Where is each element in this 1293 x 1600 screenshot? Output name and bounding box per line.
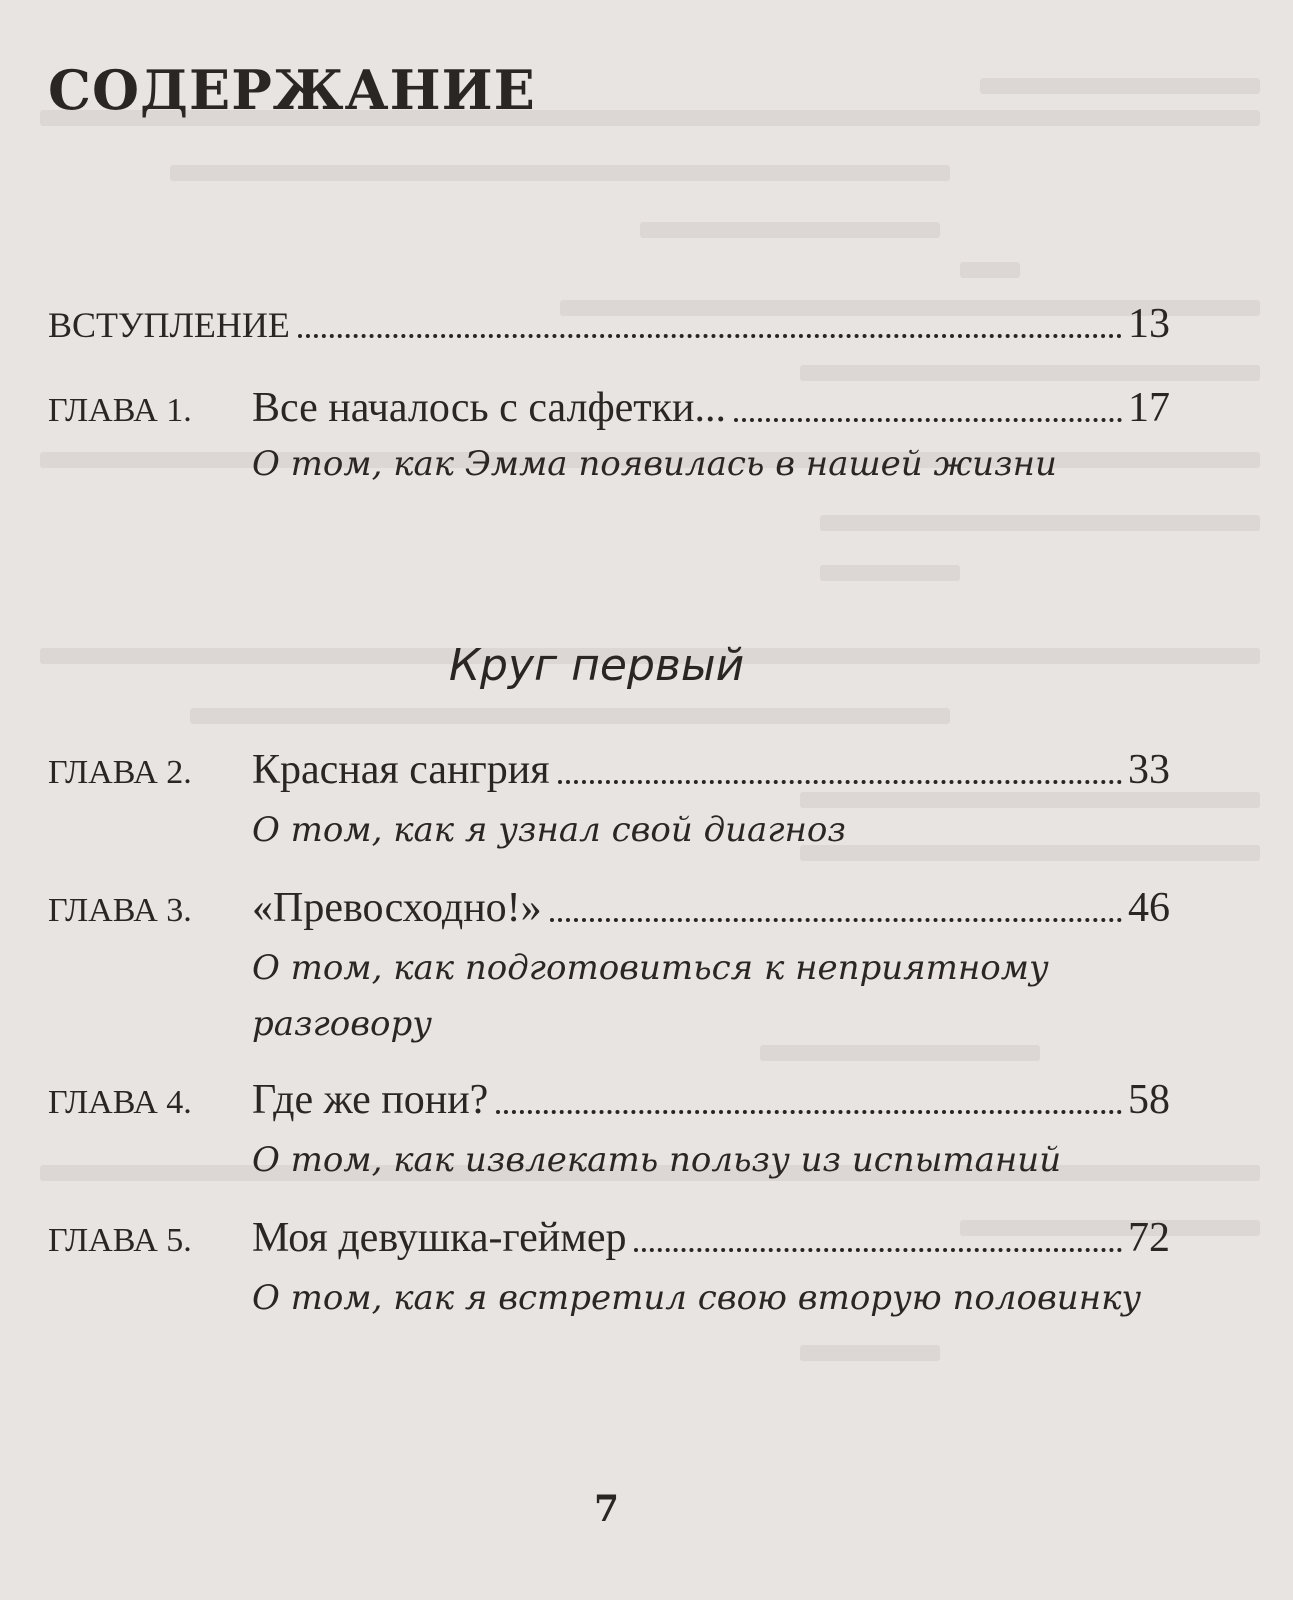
toc-entry-chapter-1 xyxy=(48,384,1170,434)
dot-leader xyxy=(734,418,1122,422)
chapter-title: Моя девушка-геймер xyxy=(252,1215,627,1261)
chapter-label: ГЛАВА 3. xyxy=(48,892,192,929)
chapter-label: ГЛАВА 4. xyxy=(48,1084,192,1121)
entry-page-number: 13 xyxy=(1128,301,1170,347)
page-title: СОДЕРЖАНИЕ xyxy=(48,58,536,122)
toc-entry-chapter-5 xyxy=(48,1214,1170,1264)
toc-entry-chapter-3 xyxy=(48,884,1170,934)
chapter-subtitle: О том, как Эмма появилась в нашей жизни xyxy=(252,444,1057,484)
chapter-page-number: 72 xyxy=(1128,1215,1170,1261)
dot-leader xyxy=(550,918,1122,922)
chapter-subtitle: О том, как извлекать пользу из испытаний xyxy=(252,1140,1062,1180)
chapter-title: «Превосходно!» xyxy=(252,885,542,931)
dot-leader xyxy=(634,1248,1122,1252)
chapter-label: ГЛАВА 1. xyxy=(48,392,192,429)
chapter-page-number: 33 xyxy=(1128,747,1170,793)
chapter-title: Где же пони? xyxy=(252,1077,489,1123)
chapter-page-number: 58 xyxy=(1128,1077,1170,1123)
page-number-folio: 7 xyxy=(593,1488,620,1530)
chapter-subtitle: О том, как я узнал свой диагноз xyxy=(252,810,846,850)
section-heading: Круг первый xyxy=(448,640,745,691)
chapter-label: ГЛАВА 5. xyxy=(48,1222,192,1259)
chapter-page-number: 17 xyxy=(1128,385,1170,431)
dot-leader xyxy=(558,780,1122,784)
chapter-subtitle: О том, как я встретил свою вторую половинку xyxy=(252,1278,1142,1318)
chapter-label: ГЛАВА 2. xyxy=(48,754,192,791)
dot-leader xyxy=(496,1110,1122,1114)
toc-entry-chapter-4 xyxy=(48,1076,1170,1126)
chapter-title: Все началось с салфетки... xyxy=(252,385,727,431)
chapter-page-number: 46 xyxy=(1128,885,1170,931)
chapter-title: Красная сангрия xyxy=(252,747,550,793)
entry-title: ВСТУПЛЕНИЕ xyxy=(48,305,290,345)
toc-entry-chapter-2 xyxy=(48,746,1170,796)
toc-entry-introduction xyxy=(48,300,1170,350)
dot-leader xyxy=(298,334,1122,338)
chapter-subtitle: О том, как подготовиться к неприятному разговору xyxy=(252,948,1049,1044)
